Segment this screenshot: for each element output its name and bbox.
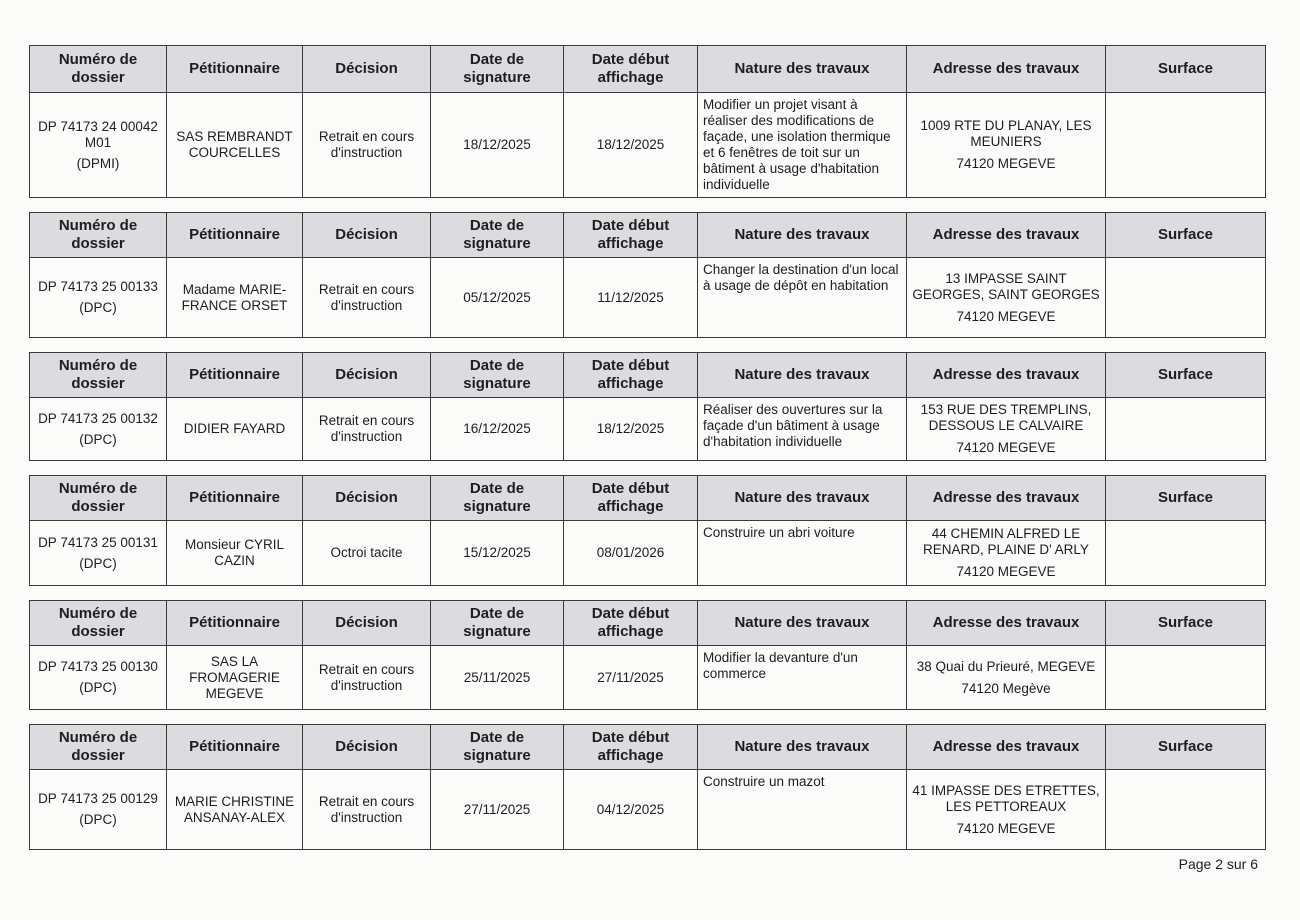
dossier-number-cell — [30, 770, 167, 850]
adresse-cell — [907, 770, 1106, 850]
petitionnaire-cell: Madame MARIE-FRANCE ORSET — [167, 258, 303, 338]
date-affichage-cell: 11/12/2025 — [564, 258, 698, 338]
surface-cell — [1106, 646, 1266, 710]
nature-cell: Changer la destination d'un local à usage de dépôt en habitation — [698, 258, 907, 338]
header-surface: Surface — [1106, 46, 1266, 93]
table-row — [30, 398, 1266, 461]
dossier-table — [29, 212, 1266, 338]
header-surface: Surface — [1106, 353, 1266, 398]
dossier-type: (DPC) — [79, 680, 117, 695]
petitionnaire-cell: Monsieur CYRIL CAZIN — [167, 521, 303, 586]
header-date-affichage: Date début affichage — [564, 213, 698, 258]
table-row — [30, 93, 1266, 198]
header-date-affichage: Date début affichage — [564, 46, 698, 93]
date-signature-cell: 05/12/2025 — [431, 258, 564, 338]
nature-cell: Modifier un projet visant à réaliser des modifications de façade, une isolation thermique et 6 fenêtres de toit sur un bâtiment à usage d'habitation individuelle — [698, 93, 907, 198]
header-numero: Numéro de dossier — [30, 46, 167, 93]
nature-cell: Réaliser des ouvertures sur la façade d'un bâtiment à usage d'habitation individuelle — [698, 398, 907, 461]
date-affichage-cell: 18/12/2025 — [564, 93, 698, 198]
nature-cell: Modifier la devanture d'un commerce — [698, 646, 907, 710]
date-signature-cell: 18/12/2025 — [431, 93, 564, 198]
header-decision: Décision — [303, 353, 431, 398]
decision-cell: Octroi tacite — [303, 521, 431, 586]
header-petitionnaire: Pétitionnaire — [167, 725, 303, 770]
header-row — [30, 476, 1266, 521]
adresse-cell — [907, 93, 1106, 198]
header-surface: Surface — [1106, 476, 1266, 521]
header-numero: Numéro de dossier — [30, 213, 167, 258]
dossier-type: (DPC) — [79, 555, 117, 571]
header-date-affichage: Date début affichage — [564, 476, 698, 521]
header-nature: Nature des travaux — [698, 46, 907, 93]
adresse-street: 1009 RTE DU PLANAY, LES MEUNIERS — [920, 118, 1092, 149]
adresse-street: 41 IMPASSE DES ETRETTES, LES PETTOREAUX — [912, 782, 1100, 814]
header-adresse: Adresse des travaux — [907, 476, 1106, 521]
adresse-street: 44 CHEMIN ALFRED LE RENARD, PLAINE D' ARLY — [923, 526, 1089, 557]
surface-cell — [1106, 398, 1266, 461]
dossier-table — [29, 352, 1266, 461]
dossier-number: DP 74173 25 00129 — [38, 791, 158, 806]
header-numero: Numéro de dossier — [30, 725, 167, 770]
header-surface: Surface — [1106, 601, 1266, 646]
header-row — [30, 601, 1266, 646]
header-petitionnaire: Pétitionnaire — [167, 213, 303, 258]
header-adresse: Adresse des travaux — [907, 46, 1106, 93]
adresse-city: 74120 MEGEVE — [956, 440, 1056, 455]
petitionnaire-cell: SAS REMBRANDT COURCELLES — [167, 93, 303, 198]
dossier-type: (DPC) — [79, 812, 117, 827]
date-affichage-cell: 08/01/2026 — [564, 521, 698, 586]
header-date-signature: Date de signature — [431, 353, 564, 398]
dossier-number: DP 74173 25 00133 — [38, 279, 158, 294]
header-date-signature: Date de signature — [431, 476, 564, 521]
date-affichage-cell: 04/12/2025 — [564, 770, 698, 850]
header-adresse: Adresse des travaux — [907, 601, 1106, 646]
date-signature-cell: 16/12/2025 — [431, 398, 564, 461]
adresse-city: 74120 MEGEVE — [956, 156, 1056, 171]
header-adresse: Adresse des travaux — [907, 725, 1106, 770]
dossier-table — [29, 475, 1266, 586]
adresse-city: 74120 MEGEVE — [956, 820, 1056, 836]
header-nature: Nature des travaux — [698, 353, 907, 398]
decision-cell: Retrait en cours d'instruction — [303, 93, 431, 198]
dossier-number: DP 74173 25 00131 — [38, 534, 158, 550]
dossier-type: (DPC) — [79, 431, 117, 447]
petitionnaire-cell: DIDIER FAYARD — [167, 398, 303, 461]
header-petitionnaire: Pétitionnaire — [167, 353, 303, 398]
header-row — [30, 213, 1266, 258]
permit-list — [29, 45, 1265, 864]
dossier-number-cell — [30, 521, 167, 586]
dossier-type: (DPMI) — [76, 155, 120, 171]
header-date-affichage: Date début affichage — [564, 353, 698, 398]
adresse-city: 74120 MEGEVE — [956, 308, 1056, 324]
header-petitionnaire: Pétitionnaire — [167, 46, 303, 93]
table-row — [30, 646, 1266, 710]
page-number: Page 2 sur 6 — [1178, 856, 1258, 872]
adresse-street: 13 IMPASSE SAINT GEORGES, SAINT GEORGES — [912, 270, 1100, 302]
decision-cell: Retrait en cours d'instruction — [303, 770, 431, 850]
dossier-type: (DPC) — [79, 300, 117, 315]
header-date-affichage: Date début affichage — [564, 601, 698, 646]
surface-cell — [1106, 93, 1266, 198]
header-decision: Décision — [303, 476, 431, 521]
table-row — [30, 258, 1266, 338]
adresse-city: 74120 MEGEVE — [956, 564, 1056, 579]
decision-cell: Retrait en cours d'instruction — [303, 646, 431, 710]
header-date-signature: Date de signature — [431, 46, 564, 93]
adresse-cell — [907, 646, 1106, 710]
dossier-number: DP 74173 24 00042 M01 — [38, 118, 158, 150]
header-nature: Nature des travaux — [698, 725, 907, 770]
header-nature: Nature des travaux — [698, 601, 907, 646]
dossier-number-cell — [30, 398, 167, 461]
petitionnaire-cell: SAS LA FROMAGERIE MEGEVE — [167, 646, 303, 710]
header-date-signature: Date de signature — [431, 213, 564, 258]
adresse-street: 153 RUE DES TREMPLINS, DESSOUS LE CALVAIRE — [920, 402, 1092, 433]
decision-cell: Retrait en cours d'instruction — [303, 258, 431, 338]
dossier-number: DP 74173 25 00132 — [38, 410, 158, 426]
dossier-number-cell — [30, 93, 167, 198]
dossier-number-cell — [30, 646, 167, 710]
date-signature-cell: 27/11/2025 — [431, 770, 564, 850]
header-adresse: Adresse des travaux — [907, 213, 1106, 258]
adresse-cell — [907, 398, 1106, 461]
surface-cell — [1106, 770, 1266, 850]
nature-cell: Construire un abri voiture — [698, 521, 907, 586]
header-date-signature: Date de signature — [431, 725, 564, 770]
header-nature: Nature des travaux — [698, 476, 907, 521]
adresse-street: 38 Quai du Prieuré, MEGEVE — [916, 658, 1096, 674]
header-decision: Décision — [303, 601, 431, 646]
header-decision: Décision — [303, 46, 431, 93]
header-petitionnaire: Pétitionnaire — [167, 476, 303, 521]
date-affichage-cell: 27/11/2025 — [564, 646, 698, 710]
nature-cell: Construire un mazot — [698, 770, 907, 850]
date-signature-cell: 15/12/2025 — [431, 521, 564, 586]
header-surface: Surface — [1106, 725, 1266, 770]
header-row — [30, 725, 1266, 770]
date-affichage-cell: 18/12/2025 — [564, 398, 698, 461]
header-surface: Surface — [1106, 213, 1266, 258]
dossier-table — [29, 724, 1266, 850]
surface-cell — [1106, 521, 1266, 586]
header-numero: Numéro de dossier — [30, 476, 167, 521]
date-signature-cell: 25/11/2025 — [431, 646, 564, 710]
table-row — [30, 770, 1266, 850]
header-decision: Décision — [303, 725, 431, 770]
header-date-affichage: Date début affichage — [564, 725, 698, 770]
adresse-city: 74120 Megève — [961, 680, 1051, 696]
header-row — [30, 353, 1266, 398]
header-numero: Numéro de dossier — [30, 353, 167, 398]
header-nature: Nature des travaux — [698, 213, 907, 258]
header-row — [30, 46, 1266, 93]
petitionnaire-cell: MARIE CHRISTINE ANSANAY-ALEX — [167, 770, 303, 850]
adresse-cell — [907, 521, 1106, 586]
surface-cell — [1106, 258, 1266, 338]
header-date-signature: Date de signature — [431, 601, 564, 646]
dossier-number: DP 74173 25 00130 — [38, 659, 158, 674]
header-petitionnaire: Pétitionnaire — [167, 601, 303, 646]
header-decision: Décision — [303, 213, 431, 258]
dossier-table — [29, 600, 1266, 710]
decision-cell: Retrait en cours d'instruction — [303, 398, 431, 461]
dossier-number-cell — [30, 258, 167, 338]
header-numero: Numéro de dossier — [30, 601, 167, 646]
adresse-cell — [907, 258, 1106, 338]
header-adresse: Adresse des travaux — [907, 353, 1106, 398]
dossier-table — [29, 45, 1266, 198]
table-row — [30, 521, 1266, 586]
